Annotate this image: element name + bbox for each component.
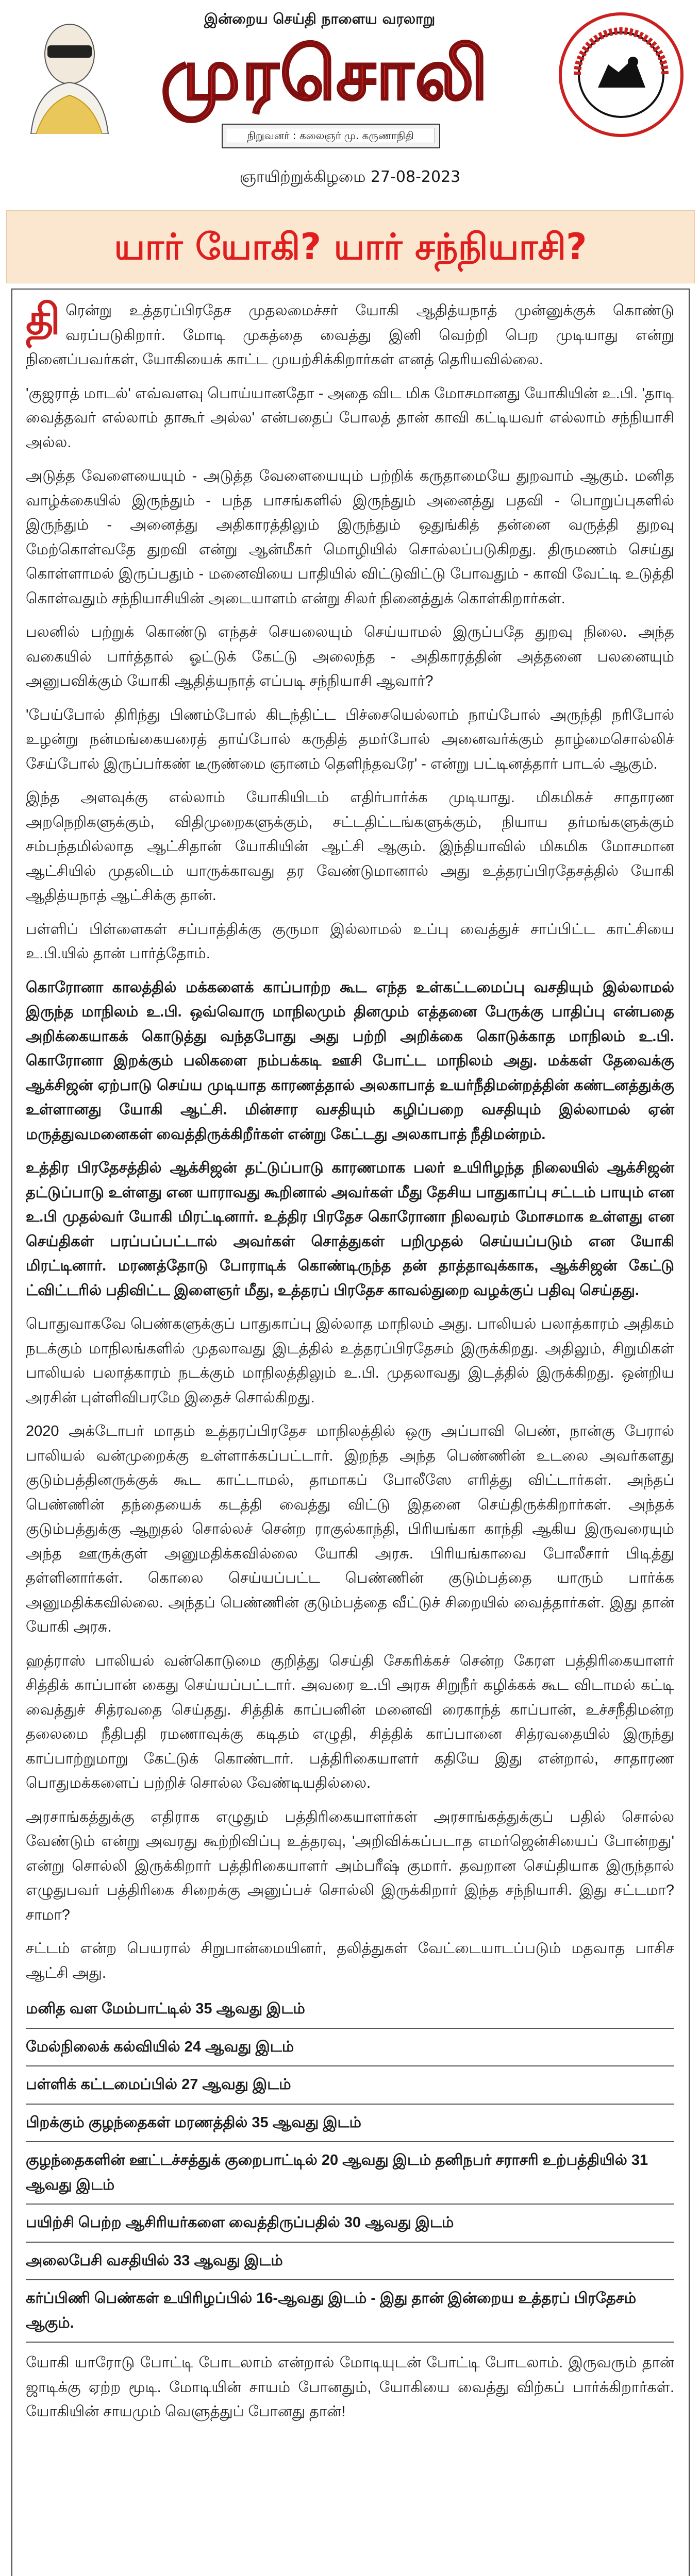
party-seal-icon [557,10,686,139]
article-paragraph: பலனில் பற்றுக் கொண்டு எந்தச் செயலையும் செய்யாமல் இருப்பதே துறவு நிலை. அந்த வகையில் பார்த்தால் ஓட்டுக் கேட்டு அலைந்த - அதிகாரத்தின் அத்தனை பலனையும் அனுபவிக்கும் யோகி ஆதித்யநாத் எப்படி சந்நியாசி ஆவார்? [26,624,674,689]
article-paragraph: திரென்று உத்தரப்பிரதேச முதலமைச்சர் யோகி ஆதித்யநாத் முன்னுக்குக் கொண்டு வரப்படுகிறார். மோடி முகத்தை வைத்து இனி வெற்றி பெற முடியாது என்று நினைப்பவர்கள், யோகியைக் காட்ட முயற்சிக்கிறார்கள் எனத் தெரியவில்லை. [26,296,674,368]
headline-band [6,210,695,283]
article-paragraph: ஹத்ராஸ் பாலியல் வன்கொடுமை குறித்து செய்தி சேகரிக்கச் சென்ற கேரள பத்திரிகையாளர் சித்திக் காப்பான் கைது செய்யப்பட்டார். அவரை உ.பி அரசு சிறுநீர் கழிக்கக் கூட விடாமல் கட்டி வைத்துச் சித்ரவதை செய்தது. சித்திக் காப்பனின் மனைவி ரைகாந்த் காப்பான், உச்சநீதிமன்ற தலைமை நீதிபதி ரமணாவுக்கு கடிதம் எழுதி, சித்திக் காப்பானை சித்ரவதையில் இருந்து காப்பாற்றுமாறு கேட்டுக் கொண்டார். பத்திரிகையாளர் கதியே இது என்றால், சாதாரண பொதுமக்களைப் பற்றிச் சொல்ல வேண்டியதில்லை. [26,1652,674,1791]
ranking-item: பயிற்சி பெற்ற ஆசிரியர்களை வைத்திருப்பதில் 30 ஆவது இடம் [26,2209,674,2243]
newspaper-logo: முரசொலி [160,32,489,116]
article-paragraph: பொதுவாகவே பெண்களுக்குப் பாதுகாப்பு இல்லாத மாநிலம் அது. பாலியல் பலாத்காரம் அதிகம் நடக்கும் மாநிலங்களில் முதலாவது இடத்தில் உத்தரப்பிரதேசம் இருக்கிறது. அதிலும், சிறுமிகள் பாலியல் பலாத்காரம் நடக்கும் மாநிலத்திலும் உ.பி. முதலாவது இடத்தில் இருக்கிறது. ஒன்றிய அரசின் புள்ளிவிபரமே இதைச் சொல்கிறது. [26,1316,674,1406]
article-paragraph: அரசாங்கத்துக்கு எதிராக எழுதும் பத்திரிகையாளர்கள் அரசாங்கத்துக்குப் பதில் சொல்ல வேண்டும் என்று அவரது கூற்றிவிப்பு உத்தரவு, 'அறிவிக்கப்படாத எமர்ஜென்சியைப் போன்றது' என்று சொல்லி இருக்கிறார் பத்திரிகையாளர் அம்பரீஷ் குமார். தவறான செய்தியாக இருந்தால் எழுதுபவர் பத்திரிகை சிறைக்கு அனுப்பச் சொல்லி இருக்கிறார் இந்த சந்நியாசி. இது சட்டமா? சாமா? [26,1808,674,1923]
article-paragraph: 2020 அக்டோபர் மாதம் உத்தரப்பிரதேச மாநிலத்தில் ஒரு அப்பாவி பெண், நான்கு பேரால் பாலியல் வன்முறைக்கு உள்ளாக்கப்பட்டார். இறந்த அந்த பெண்ணின் உடலை அவர்களது குடும்பத்தினருக்குக் கூட காட்டாமல், தாமாகப் போலீஸே எரித்து விட்டார்கள். அந்தப் பெண்ணின் தந்தையைக் கடத்தி வைத்து விட்டு இதனை செய்திருக்கிறார்கள். அந்தக் குடும்பத்துக்கு ஆறுதல் சொல்லச் சென்ற ராகுல்காந்தி, பிரியங்கா காந்தி ஆகிய இருவரையும் அந்த ஊருக்குள் அனுமதிக்கவில்லை யோகி அரசு. பிரியங்காவை போலீசார் பிடித்து தள்ளினார்கள். கொலை செய்யப்பட்ட பெண்ணின் குடும்பத்தை யாரும் பார்க்க அனுமதிக்கவில்லை. அந்தப் பெண்ணின் குடும்பத்தை வீட்டுச் சிறையில் வைத்தார்கள். இது தான் யோகி அரசு. [26,1423,674,1635]
ranking-item: மனித வள மேம்பாட்டில் 35 ஆவது இடம் [26,1995,674,2029]
article-paragraph-bold: கொரோனா காலத்தில் மக்களைக் காப்பாற்ற கூட எந்த உள்கட்டமைப்பு வசதியும் இல்லாமல் இருந்த மாநிலம் உ.பி. ஒவ்வொரு மாநிலமும் தினமும் எத்தனை பேருக்கு பாதிப்பு என்பதை அறிக்கையாகக் கொடுத்து வந்தபோது அது பற்றி அறிக்கை கொடுக்காத மாநிலம் உ.பி. கொரோனா இறக்கும் பலிகளை நம்பக்கடி ஊசி போட்ட மாநிலம் அது. மக்கள் தேவைக்கு ஆக்சிஜன் ஏற்பாடு செய்ய முடியாத காரணத்தால் அலகாபாத் உயர்நீதிமன்றத்தின் கண்டனத்துக்கு உள்ளானது யோகி ஆட்சி. மின்சார வசதியும் கழிப்பறை வசதியும் இல்லாமல் ஏன் மருத்துவமனைகள் வைத்திருக்கிறீர்கள் என்று கேட்டது அலகாபாத் நீதிமன்றம். [26,979,675,1143]
article-headline: யார் யோகி? யார் சந்நியாசி? [114,226,587,268]
article-paragraph: அடுத்த வேளையையும் - அடுத்த வேளையையும் பற்றிக் கருதாமையே துறவாம் ஆகும். மனித வாழ்க்கையில் இருந்தும் - பந்த பாசங்களில் இருந்தும் அனைத்து பதவி - பொறுப்புகளில் இருந்தும் - அனைத்து அதிகாரத்திலும் இருந்தும் ஒதுங்கித் தன்னை வருத்தி துறவு மேற்கொள்வதே துறவி என்று ஆன்மீகர் மொழியில் சொல்லப்படுகிறது. திருமணம் செய்து கொள்ளாமல் இருப்பதும் - மனைவியை பாதியில் விட்டுவிட்டு போவதும் - காவி வேட்டி உடுத்தி கொள்வதும் சந்நியாசியின் அடையாளம் என்று சிலர் நினைத்துக் கொள்கிறார்கள். [26,468,674,607]
ranking-item: பிறக்கும் குழந்தைகள் மரணத்தில் 35 ஆவது இடம் [26,2109,674,2143]
publication-date: ஞாயிற்றுக்கிழமை 27-08-2023 [239,168,461,186]
ranking-list [26,1995,674,2343]
closing-paragraph: யோகி யாரோடு போட்டி போடலாம் என்றால் மோடியுடன் போட்டி போடலாம். இருவரும் தான் ஜாடிக்கு ஏற்ற மூடி. மோடியின் சாயம் போனதும், யோகியை வைத்து விற்கப் பார்க்கிறார்கள். யோகியின் சாயமும் வெளுத்துப் போனது தான்! [26,2354,674,2420]
article-paragraph-bold: உத்திர பிரதேசத்தில் ஆக்சிஜன் தட்டுப்பாடு காரணமாக பலர் உயிரிழந்த நிலையில் ஆக்சிஜன் தட்டுப்பாடு உள்ளது என யாராவது கூறினால் அவர்கள் மீது தேசிய பாதுகாப்பு சட்டம் பாயும் என உ.பி முதல்வர் யோகி மிரட்டினார். உத்திர பிரதேச கொரோனா நிலவரம் மோசமாக உள்ளது என செய்திகள் பரப்பப்பட்டால் அவர்கள் சொத்துகள் பறிமுதல் செய்யப்படும் என யோகி மிரட்டினார். மரணத்தோடு போராடிக் கொண்டிருந்த தன் தாத்தாவுக்காக, ஆக்சிஜன் கேட்டு ட்விட்டரில் பதிவிட்ட இளைஞர் மீது, உத்தரப் பிரதேச காவல்துறை வழக்குப் பதிவு செய்தது. [26,1160,675,1299]
article-paragraph: பள்ளிப் பிள்ளைகள் சப்பாத்திக்கு குருமா இல்லாமல் உப்பு வைத்துச் சாப்பிட்ட காட்சியை உ.பி.யில் தான் பார்த்தோம். [26,921,674,962]
article-body [26,296,675,2434]
founder-credit: நிறுவனர் : கலைஞர் மு. கருணாநிதி [226,128,435,143]
ranking-item: குழந்தைகளின் ஊட்டச்சத்துக் குறைபாட்டில் 20 ஆவது இடம் தனிநபர் சராசரி உற்பத்தியில் 31 ஆவது இடம் [26,2146,674,2205]
article-paragraph: 'குஜராத் மாடல்' எவ்வளவு பொய்யானதோ - அதை விட மிக மோசமானது யோகியின் உ.பி. 'தாடி வைத்தவர் எல்லாம் தாகூர் அல்ல' என்பதைப் போலத் தான் காவி கட்டியவர் எல்லாம் சந்நியாசி அல்ல. [26,385,674,451]
article-paragraph: சட்டம் என்ற பெயரால் சிறுபான்மையினர், தலித்துகள் வேட்டையாடப்படும் மதவாத பாசிச ஆட்சி அது. [26,1940,674,1981]
masthead [0,0,700,196]
ranking-item: பள்ளிக் கட்டமைப்பில் 27 ஆவது இடம் [26,2071,674,2105]
article-paragraph: இந்த அளவுக்கு எல்லாம் யோகியிடம் எதிர்பார்க்க முடியாது. மிகமிகச் சாதாரண அறநெறிகளுக்கும், விதிமுறைகளுக்கும், சட்டதிட்டங்களுக்கும், நியாய தர்மங்களுக்கும் சம்பந்தமில்லாத ஆட்சிதான் யோகியின் ஆட்சி ஆகும். இந்தியாவில் மிகமிக மோசமான ஆட்சியில் முதலிடம் யாருக்காவது தர வேண்டுமானால் அது உத்தரப்பிரதேசத்தில் யோகி ஆதித்யநாத் ஆட்சிக்கு தான். [26,789,674,904]
ranking-item: கர்ப்பிணி பெண்கள் உயிரிழப்பில் 16-ஆவது இடம் - இது தான் இன்றைய உத்தரப் பிரதேசம் ஆகும். [26,2284,674,2343]
founder-portrait [15,5,124,134]
drop-cap: தி [26,296,61,343]
founder-credit-box [222,124,440,148]
ranking-item: அலைபேசி வசதியில் 33 ஆவது இடம் [26,2247,674,2281]
ranking-item: மேல்நிலைக் கல்வியில் 24 ஆவது இடம் [26,2033,674,2067]
tagline: இன்றைய செய்தி நாளைய வரலாறு [204,10,436,27]
article-paragraph: 'பேய்போல் திரிந்து பிணம்போல் கிடந்திட்ட பிச்சையெல்லாம் நாய்போல் அருந்தி நரிபோல் உழன்று நன்மங்கையரைத் தாய்போல் கருதித் தமர்போல் அனைவர்க்கும் தாழ்மைசொல்லிச் சேய்போல் இருப்பர்கண் டீருண்மை ஞானம் தெளிந்தவரே' - என்று பட்டினத்தார் பாடல் ஆகும். [26,706,674,772]
